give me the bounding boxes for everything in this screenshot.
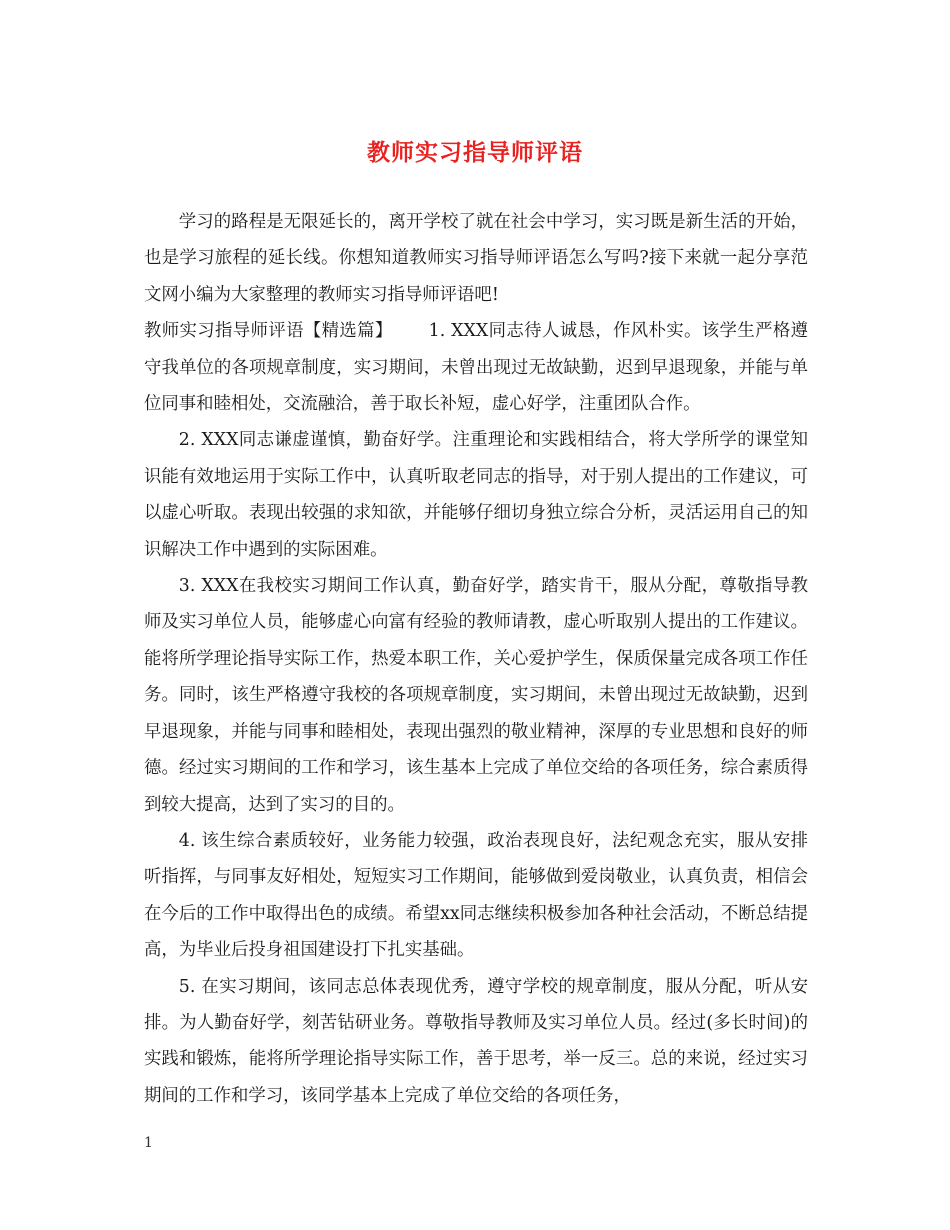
intro-paragraph: 学习的路程是无限延长的，离开学校了就在社会中学习，实习既是新生活的开始，也是学习旅程的延长线。你想知道教师实习指导师评语怎么写吗?接下来就一起分享范文网小编为大家整理的教师实习指导师评语吧! (144, 212, 808, 305)
item-1: 1. XXX同志待人诚恳，作风朴实。该学生严格遵守我单位的各项规章制度，实习期间，未曾出现过无故缺勤，迟到早退现象，并能与单位同事和睦相处，交流融洽，善于取长补短，虚心好学，注重团队合作。 (144, 321, 808, 415)
item-5: 5. 在实习期间，该同志总体表现优秀，遵守学校的规章制度，服从分配，听从安排。为人勤奋好学，刻苦钻研业务。尊敬指导教师及实习单位人员。经过(多长时间)的实践和锻炼，能将所学理论指导实际工作，善于思考，举一反三。总的来说，经过实习期间的工作和学习，该同学基本上完成了单位交给的各项任务， (144, 976, 808, 1106)
item-2: 2. XXX同志谦虚谨慎，勤奋好学。注重理论和实践相结合，将大学所学的课堂知识能有效地运用于实际工作中，认真听取老同志的指导，对于别人提出的工作建议，可以虚心听取。表现出较强的求知欲，并能够仔细切身独立综合分析，灵活运用自己的知识解决工作中遇到的实际困难。 (144, 430, 808, 560)
page-number: 1 (144, 1135, 153, 1151)
section-heading: 教师实习指导师评语【精选篇】 (144, 321, 393, 342)
item-4: 4. 该生综合素质较好，业务能力较强，政治表现良好，法纪观念充实，服从安排听指挥，与同事友好相处，短短实习工作期间，能够做到爱岗敬业，认真负责，相信会在今后的工作中取得出色的成绩。希望xx同志继续积极参加各种社会活动，不断总结提高，为毕业后投身祖国建设打下扎实基础。 (144, 830, 808, 961)
document-title: 教师实习指导师评语 (367, 140, 583, 166)
item-3: 3. XXX在我校实习期间工作认真，勤奋好学，踏实肯干，服从分配，尊敬指导教师及实习单位人员，能够虚心向富有经验的教师请教，虚心听取别人提出的工作建议。能将所学理论指导实际工作，热爱本职工作，关心爱护学生，保质保量完成各项工作任务。同时，该生严格遵守我校的各项规章制度，实习期间，未曾出现过无故缺勤，迟到早退现象，并能与同事和睦相处，表现出强烈的敬业精神，深厚的专业思想和良好的师德。经过实习期间的工作和学习，该生基本上完成了单位交给的各项任务，综合素质得到较大提高，达到了实习的目的。 (144, 576, 808, 815)
document-body (144, 204, 808, 1114)
section-paragraph (144, 313, 808, 422)
